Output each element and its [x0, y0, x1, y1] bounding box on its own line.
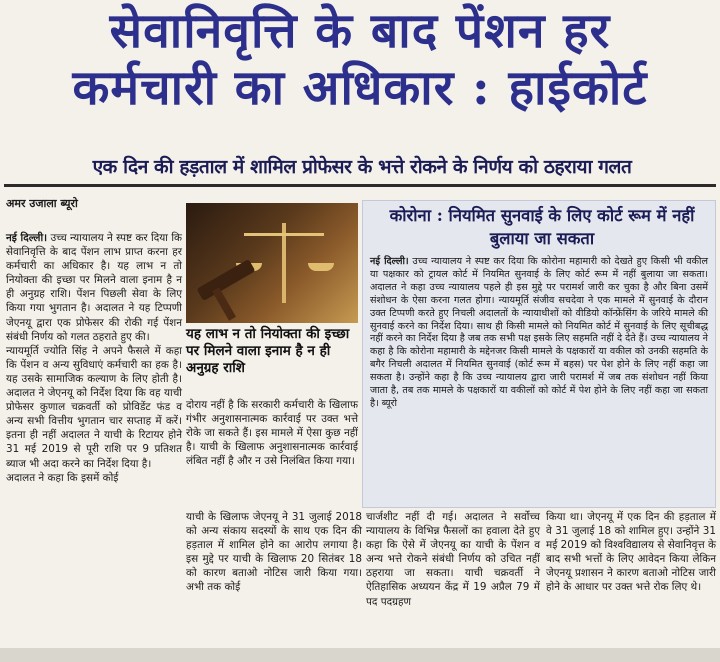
dateline: नई दिल्ली। [370, 256, 409, 267]
article-column-2: दोराय नहीं है कि सरकारी कर्मचारी के खिलाफ गंभीर अनुशासनात्मक कार्रवाई पर उक्त भत्ते रोके जा सकते हैं। इस मामले में ऐसा कुछ नहीं है। याची के खिलाफ अनुशासनात्मक कार्रवाई लंबित नहीं है और न उसे निलंबित किया गया। [186, 399, 358, 468]
pull-quote: यह लाभ न तो नियोक्ता की इच्छा पर मिलने वाला इनाम है न ही अनुग्रह राशि [186, 326, 350, 376]
article-column-4: चार्जशीट नहीं दी गई। अदालत ने सर्वोच्च न्यायालय के विभिन्न फैसलों का हवाला देते हुए कहा कि ऐसे में जेएनयू का याची के पेंशन व अन्य भत्ते रोकने संबंधी निर्णय को उचित नहीं ठहराया जा सकता। याची चक्रवर्ती ने ऐतिहासिक अध्ययन केंद्र में 19 अप्रैल 79 में पद पदग्रहण [366, 511, 540, 608]
headline-line-2: कर्मचारी का अधिकार : हाईकोर्ट [72, 60, 648, 116]
sidebar-box-title: कोरोना : नियमित सुनवाई के लिए कोर्ट रूम में नहीं बुलाया जा सकता [389, 206, 695, 248]
article-column-3: याची के खिलाफ जेएनयू ने 31 जुलाई 2018 को अन्य संकाय सदस्यों के साथ एक दिन की हड़ताल में शामिल होने का आरोप लगाया है। इस मुद्दे पर याची के खिलाफ 20 सितंबर 18 को कारण बताओ नोटिस जारी किया गया। अभी तक कोई [186, 511, 362, 594]
article-column-5: किया था। जेएनयू में एक दिन की हड़ताल में वे 31 जुलाई 18 को शामिल हुए। उन्होंने 31 मई 2019 को विश्वविद्यालय से सेवानिवृत्त के बाद सभी भत्तों के लिए आवेदन किया लेकिन जेएनयू प्रशासन ने कारण बताओ नोटिस जारी होने के आधार पर उक्त भत्ते रोक लिए थे। [546, 511, 716, 594]
scale-pan-right [308, 263, 334, 271]
paragraph: न्यायमूर्ति ज्योति सिंह ने अपने फैसले में कहा कि पेंशन व अन्य सुविधाएं कर्मचारी का हक है। यह उसके सामाजिक कल्याण के लिए होती है। अदालत ने जेएनयू को निर्देश दिया कि वह याची प्रोफेसर कुणाल चक्रवर्ती को प्रोविडेंट फंड व अन्य सभी वित्तीय भुगतान चार सप्ताह में करें। इतना ही नहीं अदालत ने याची के रिटायर होने 31 मई 2019 से पूरी राशि पर 9 प्रतिशत ब्याज भी अदा करने का निर्देश दिया है। [6, 344, 182, 470]
gavel-and-scales-photo [186, 203, 358, 323]
gavel-handle [212, 287, 236, 320]
article-column-1 [6, 231, 182, 485]
paragraph: उच्च न्यायालय ने स्पष्ट कर दिया कि सेवानिवृत्ति के बाद पेंशन लाभ प्राप्त करना हर कर्मचारी का अधिकार है। यह लाभ न तो नियोक्ता की इच्छा पर मिलने वाला इनाम है न ही अनुग्रह राशि। पेंशन पिछली सेवा के लिए किया गया भुगतान है। अदालत ने यह टिप्पणी जेएनयू द्वारा एक प्रोफेसर की रोकी गई पेंशन संबंधी निर्णय को गलत ठहराते हुए की। [6, 232, 182, 343]
subheadline: एक दिन की हड़ताल में शामिल प्रोफेसर के भत्ते रोकने के निर्णय को ठहराया गलत [92, 156, 632, 178]
dateline: नई दिल्ली। [6, 232, 48, 244]
paragraph: उच्च न्यायालय ने स्पष्ट कर दिया कि कोरोना महामारी को देखते हुए किसी भी वकील या पक्षकार को ट्रायल कोर्ट में नियमित सुनवाई के लिए कोर्ट रूम में नहीं बुलाया जा सकता। अदालत ने कहा उच्च न्यायालय पहले ही इस मुद्दे पर परामर्श जारी कर चुका है और बिना उसमें संशोधन के ऐसा करना गलत होगा। न्यायमूर्ति संजीव सचदेवा ने एक मामले में सुनवाई के दौरान उक्त टिप्पणी करते हुए निचली अदालतों के न्यायाधीशों को वीडियो कॉन्फ्रेंसिंग के जरिये मामले की सुनवाई करने का निर्देश दिया। साथ ही किसी मामले को नियमित कोर्ट में सुनवाई के लिए सूचीबद्ध नहीं करने का निर्देश दिया है जब तक सभी पक्ष इसके लिए सहमति नहीं दे देते हैं। उच्च न्यायालय ने कहा है कि कोरोना महामारी के मद्देनजर किसी मामले के पक्षकारों या वकील को उनकी सहमति के बगैर निचली अदालत में नियमित सुनवाई (कोर्ट रूम में बहस) पर पेश होने के लिए नहीं कहा जा सकता है। उन्होंने कहा है कि उच्च न्यायालय द्वारा जारी परामर्श में जब तक संशोधन नहीं किया जाता है, तब तक मामले के पक्षकारों या वकीलों को कोर्ट में पेश होने के लिए नहीं कहा जा सकता है। ब्यूरो [370, 256, 709, 409]
scale-beam [244, 233, 324, 236]
gavel-head [197, 259, 256, 301]
headline-line-1: सेवानिवृत्ति के बाद पेंशन हर [109, 3, 611, 59]
divider-rule [4, 184, 716, 187]
byline: अमर उजाला ब्यूरो [6, 197, 78, 210]
sidebar-box-body [370, 256, 708, 411]
paragraph: अदालत ने कहा कि इसमें कोई [6, 471, 119, 484]
headline [0, 2, 720, 116]
cropped-next-article [0, 648, 720, 662]
